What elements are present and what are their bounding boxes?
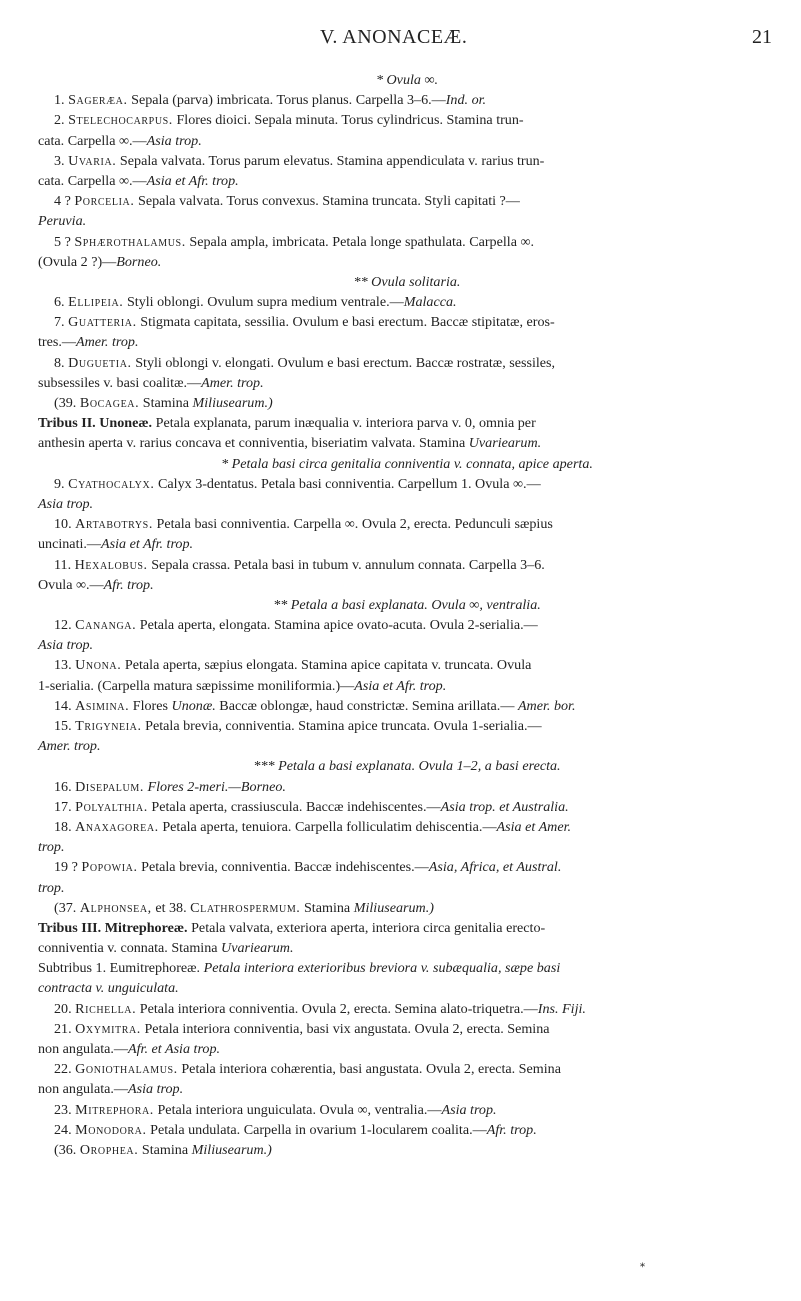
entry-text: Petala aperta, tenuiora. Carpella folliculatim dehiscentia.— [162,818,497,835]
genus-entry [38,110,776,130]
entry-text: Petala interiora unguiculata. Ovula ∞, ventralia.— [157,1101,442,1118]
entry-locality: trop. [38,879,65,896]
entry-continuation [38,494,776,514]
genus-entry [38,393,776,413]
entry-text: Petala aperta, crassiuscula. Baccæ indehiscentes.— [151,798,441,815]
entry-cont: (Ovula 2 ?)— [38,253,117,270]
entry-text: Petala basi conniventia. Carpella ∞. Ovula 2, erecta. Pedunculi sæpius [156,516,553,533]
entry-continuation [38,211,776,231]
entry-locality: Miliusearum.) [191,1141,272,1158]
section-heading: ** Ovula solitaria. [353,273,461,290]
entry-text: Stamina [142,395,189,411]
genus-name: Orophea. [79,1141,139,1158]
genus-name: Cyathocalyx. [68,475,155,492]
subtribe-continuation [38,978,776,998]
genus-name: Unona. [75,657,122,674]
entry-locality: Amer. bor. [517,697,576,714]
entry-locality: Asia et Afr. trop. [354,677,447,694]
genus-name: Oxymitra. [75,1020,141,1037]
tribe-continuation [38,433,776,453]
tribe-cont: anthesin aperta v. rarius concava et conniventia, biseriatim valvata. Stamina [38,435,466,452]
genus-name: Anaxagorea. [75,818,159,835]
entry-number: 20. [54,1000,72,1017]
genus-entry [38,777,776,797]
genus-entry [38,716,776,736]
entry-text: Stamina [303,899,351,916]
entry-text: Sepala ampla, imbricata. Petala longe spathulata. Carpella ∞. [189,233,535,250]
entry-continuation [38,676,776,696]
genus-name: Hexalobus. [74,556,148,573]
genus-entry [38,151,776,171]
entry-text: Petala undulata. Carpella in ovarium 1-locularem coalita.— [150,1121,487,1138]
entry-number: 24. [54,1121,72,1138]
tribe-ref: Uvariearum. [221,940,294,957]
section-heading: *** Petala a basi explanata. Ovula 1–2, a basi erecta. [253,758,561,775]
entry-locality: Amer. trop. [38,738,101,755]
entry-continuation [38,837,776,857]
genus-name: Goniothalamus. [75,1061,178,1078]
subtribe-text: Petala interiora exterioribus breviora v. subæqualia, sæpe basi [203,960,561,977]
entry-locality: Afr. et Asia trop. [128,1041,221,1057]
entry-italic: Flores 2-meri.—Borneo. [147,778,286,795]
entry-number: 4 ? [54,193,71,210]
entry-continuation [38,878,776,898]
entry-number: 10. [54,516,72,533]
entry-text: Sepala (parva) imbricata. Torus planus. Carpella 3–6.— [131,92,446,109]
entry-text: Petala brevia, conniventia. Stamina apice truncata. Ovula 1-serialia.— [145,718,542,734]
entry-cont: tres.— [38,334,76,351]
entry-continuation [38,1039,776,1059]
genus-entry [38,1059,776,1079]
entry-number: 9. [54,475,65,492]
entry-cont: non angulata.— [38,1081,129,1098]
entry-locality: Malacca. [403,294,457,311]
genus-entry [38,1120,776,1140]
entry-continuation [38,736,776,756]
page-number: 21 [752,26,772,48]
entry-text: Flores dioici. Sepala minuta. Torus cylindricus. Stamina trun- [176,112,524,129]
entry-italic: Unonæ. [171,697,216,714]
genus-entry [38,898,776,918]
genus-entry [38,857,776,877]
genus-entry [38,999,776,1019]
entry-number: 21. [54,1020,72,1037]
tribe-text: Petala explanata, parum inæqualia v. interiora parva v. 0, omnia per [155,415,536,432]
genus-entry [38,696,776,716]
entry-text: Styli oblongi. Ovulum supra medium ventrale.— [126,294,404,311]
entry-number: 14. [54,697,72,714]
genus-name: Popowia. [81,859,138,876]
tribe-cont: conniventia v. connata. Stamina [38,940,218,957]
entry-locality: Ind. or. [445,92,487,109]
entry-number: 16. [54,778,72,795]
entry-locality: trop. [38,839,65,856]
running-title: V. ANONACEÆ. [320,26,468,48]
page-header [0,26,801,56]
page-body [38,70,776,1160]
entry-locality: Borneo. [116,253,162,270]
entry-cont: subsessiles v. basi coalitæ.— [38,374,202,391]
tribe-text: Petala valvata, exteriora aperta, interiora circa genitalia erecto- [191,919,546,936]
entry-number: 6. [54,294,65,311]
entry-locality: Asia et Amer. [496,818,572,835]
entry-number: 7. [54,314,65,331]
entry-number: 1. [54,92,65,109]
entry-text: Calyx 3-dentatus. Petala basi conniventia. Carpellum 1. Ovula ∞.— [158,475,541,492]
entry-locality: Afr. trop. [486,1121,537,1138]
entry-cont: cata. Carpella ∞.— [38,172,147,189]
tribe-label: Tribus II. Unoneæ. [38,415,153,432]
entry-text: Sepala valvata. Torus parum elevatus. Stamina appendiculata v. rarius trun- [119,152,545,169]
genus-name: Guatteria. [68,314,137,331]
entry-locality: Miliusearum.) [353,899,434,916]
entry-text: et 38. [155,899,187,916]
genus-name: Disepalum. [75,778,144,795]
entry-locality: Miliusearum.) [192,395,273,411]
genus-name: Duguetia. [68,354,132,371]
genus-name: Mitrephora. [75,1101,154,1118]
entry-locality: Asia, Africa, et Austral. [428,859,562,876]
genus-name: Polyalthia. [75,798,148,815]
entry-number: 23. [54,1101,72,1118]
entry-number: 17. [54,798,72,815]
entry-number: 12. [54,617,72,634]
genus-name: Ellipeia. [68,294,124,311]
genus-name: Bocagea. [79,395,140,411]
entry-text: Flores [132,697,168,714]
tribe-line [38,918,776,938]
subtribe-cont: contracta v. unguiculata. [38,980,179,997]
entry-text: Stigmata capitata, sessilia. Ovulum e basi erectum. Baccæ stipitatæ, eros- [140,314,555,331]
genus-entry [38,1140,776,1160]
entry-text: Petala interiora conniventia. Ovula 2, erecta. Semina alato-triquetra.— [139,1000,538,1017]
genus-name: Sageræa. [68,92,128,109]
entry-locality: Peruvia. [38,213,87,230]
genus-name: Stelechocarpus. [68,112,173,129]
entry-locality: Amer. trop. [75,334,139,351]
entry-cont: cata. Carpella ∞.— [38,132,147,149]
entry-number: (39. [54,395,77,411]
entry-cont: 1-serialia. (Carpella matura sæpissime moniliformia.)— [38,677,355,694]
genus-name: Monodora. [75,1121,147,1138]
entry-locality: Asia trop. [38,637,94,654]
genus-name: Trigyneia. [75,718,142,734]
genus-name: Sphærothalamus. [74,233,186,250]
genus-entry [38,474,776,494]
entry-number: (37. [54,899,77,916]
tribe-line [38,413,776,433]
entry-text: Stamina [141,1141,189,1158]
entry-continuation [38,171,776,191]
genus-name: Artabotrys. [75,516,153,533]
genus-entry [38,90,776,110]
genus-entry [38,615,776,635]
entry-text: Petala aperta, sæpius elongata. Stamina apice capitata v. truncata. Ovula [124,657,532,674]
entry-continuation [38,635,776,655]
entry-number: 2. [54,112,65,129]
genus-name: Asimina. [75,697,130,714]
genus-entry [38,514,776,534]
genus-name: Alphonsea, [79,899,152,916]
entry-text: Baccæ oblongæ, haud constrictæ. Semina arillata.— [219,697,515,714]
entry-text: Sepala valvata. Torus convexus. Stamina truncata. Styli capitati ?— [137,193,520,210]
entry-continuation [38,575,776,595]
genus-name: Porcelia. [74,193,135,210]
entry-text: Petala interiora conniventia, basi vix angustata. Ovula 2, erecta. Semina [144,1020,550,1037]
entry-continuation [38,332,776,352]
entry-cont: uncinati.— [38,536,102,553]
section-heading: * Ovula ∞. [375,72,439,88]
entry-continuation [38,1079,776,1099]
entry-locality: Afr. trop. [103,576,154,593]
entry-continuation [38,131,776,151]
entry-number: 13. [54,657,72,674]
entry-continuation [38,373,776,393]
entry-locality: Asia et Afr. trop. [101,536,194,553]
entry-cont: Ovula ∞.— [38,576,104,593]
entry-number: 3. [54,152,65,169]
footer-mark: * [640,1262,645,1273]
entry-locality: Asia trop. [146,132,202,149]
entry-text: Petala brevia, conniventia. Baccæ indehiscentes.— [141,859,429,876]
genus-entry [38,655,776,675]
genus-name: Richella. [75,1000,137,1017]
entry-number: 18. [54,818,72,835]
subtribe-label: Subtribus 1. Eumitrephoreæ. [38,960,201,977]
entry-locality: Asia trop. [441,1101,497,1118]
entry-number: 22. [54,1061,72,1078]
subtribe-line [38,958,776,978]
entry-cont: non angulata.— [38,1041,129,1057]
entry-text: Sepala crassa. Petala basi in tubum v. annulum connata. Carpella 3–6. [151,556,545,573]
entry-number: 19 ? [54,859,78,876]
genus-entry [38,797,776,817]
entry-text: Styli oblongi v. elongati. Ovulum e basi erectum. Baccæ rostratæ, sessiles, [135,354,556,371]
entry-number: 5 ? [54,233,71,250]
entry-text: Petala interiora cohærentia, basi angustata. Ovula 2, erecta. Semina [181,1061,561,1078]
genus-name: Clathrospermum. [190,899,301,916]
entry-locality: Asia trop. [128,1081,184,1098]
entry-number: (36. [54,1141,77,1158]
tribe-ref: Uvariearum. [468,435,542,452]
genus-entry [38,292,776,312]
genus-name: Cananga. [75,617,137,634]
entry-number: 15. [54,718,72,734]
section-heading: * Petala basi circa genitalia conniventia v. connata, apice aperta. [221,455,593,472]
genus-entry [38,1100,776,1120]
genus-entry [38,312,776,332]
entry-continuation [38,252,776,272]
genus-entry [38,555,776,575]
genus-name: Uvaria. [68,152,117,169]
entry-locality: Ins. Fiji. [537,1000,586,1017]
entry-locality: Asia trop. et Australia. [440,798,569,815]
entry-locality: Asia trop. [38,495,94,512]
entry-locality: Asia et Afr. trop. [146,172,239,189]
tribe-continuation [38,938,776,958]
tribe-label: Tribus III. Mitrephoreæ. [38,919,188,936]
entry-number: 8. [54,354,65,371]
entry-number: 11. [54,556,72,573]
section-heading: ** Petala a basi explanata. Ovula ∞, ventralia. [273,596,541,613]
genus-entry [38,353,776,373]
genus-entry [38,1019,776,1039]
genus-entry [38,191,776,211]
genus-entry [38,817,776,837]
entry-locality: Amer. trop. [201,374,264,391]
entry-continuation [38,534,776,554]
genus-entry [38,232,776,252]
entry-text: Petala aperta, elongata. Stamina apice ovato-acuta. Ovula 2-serialia.— [139,617,538,634]
